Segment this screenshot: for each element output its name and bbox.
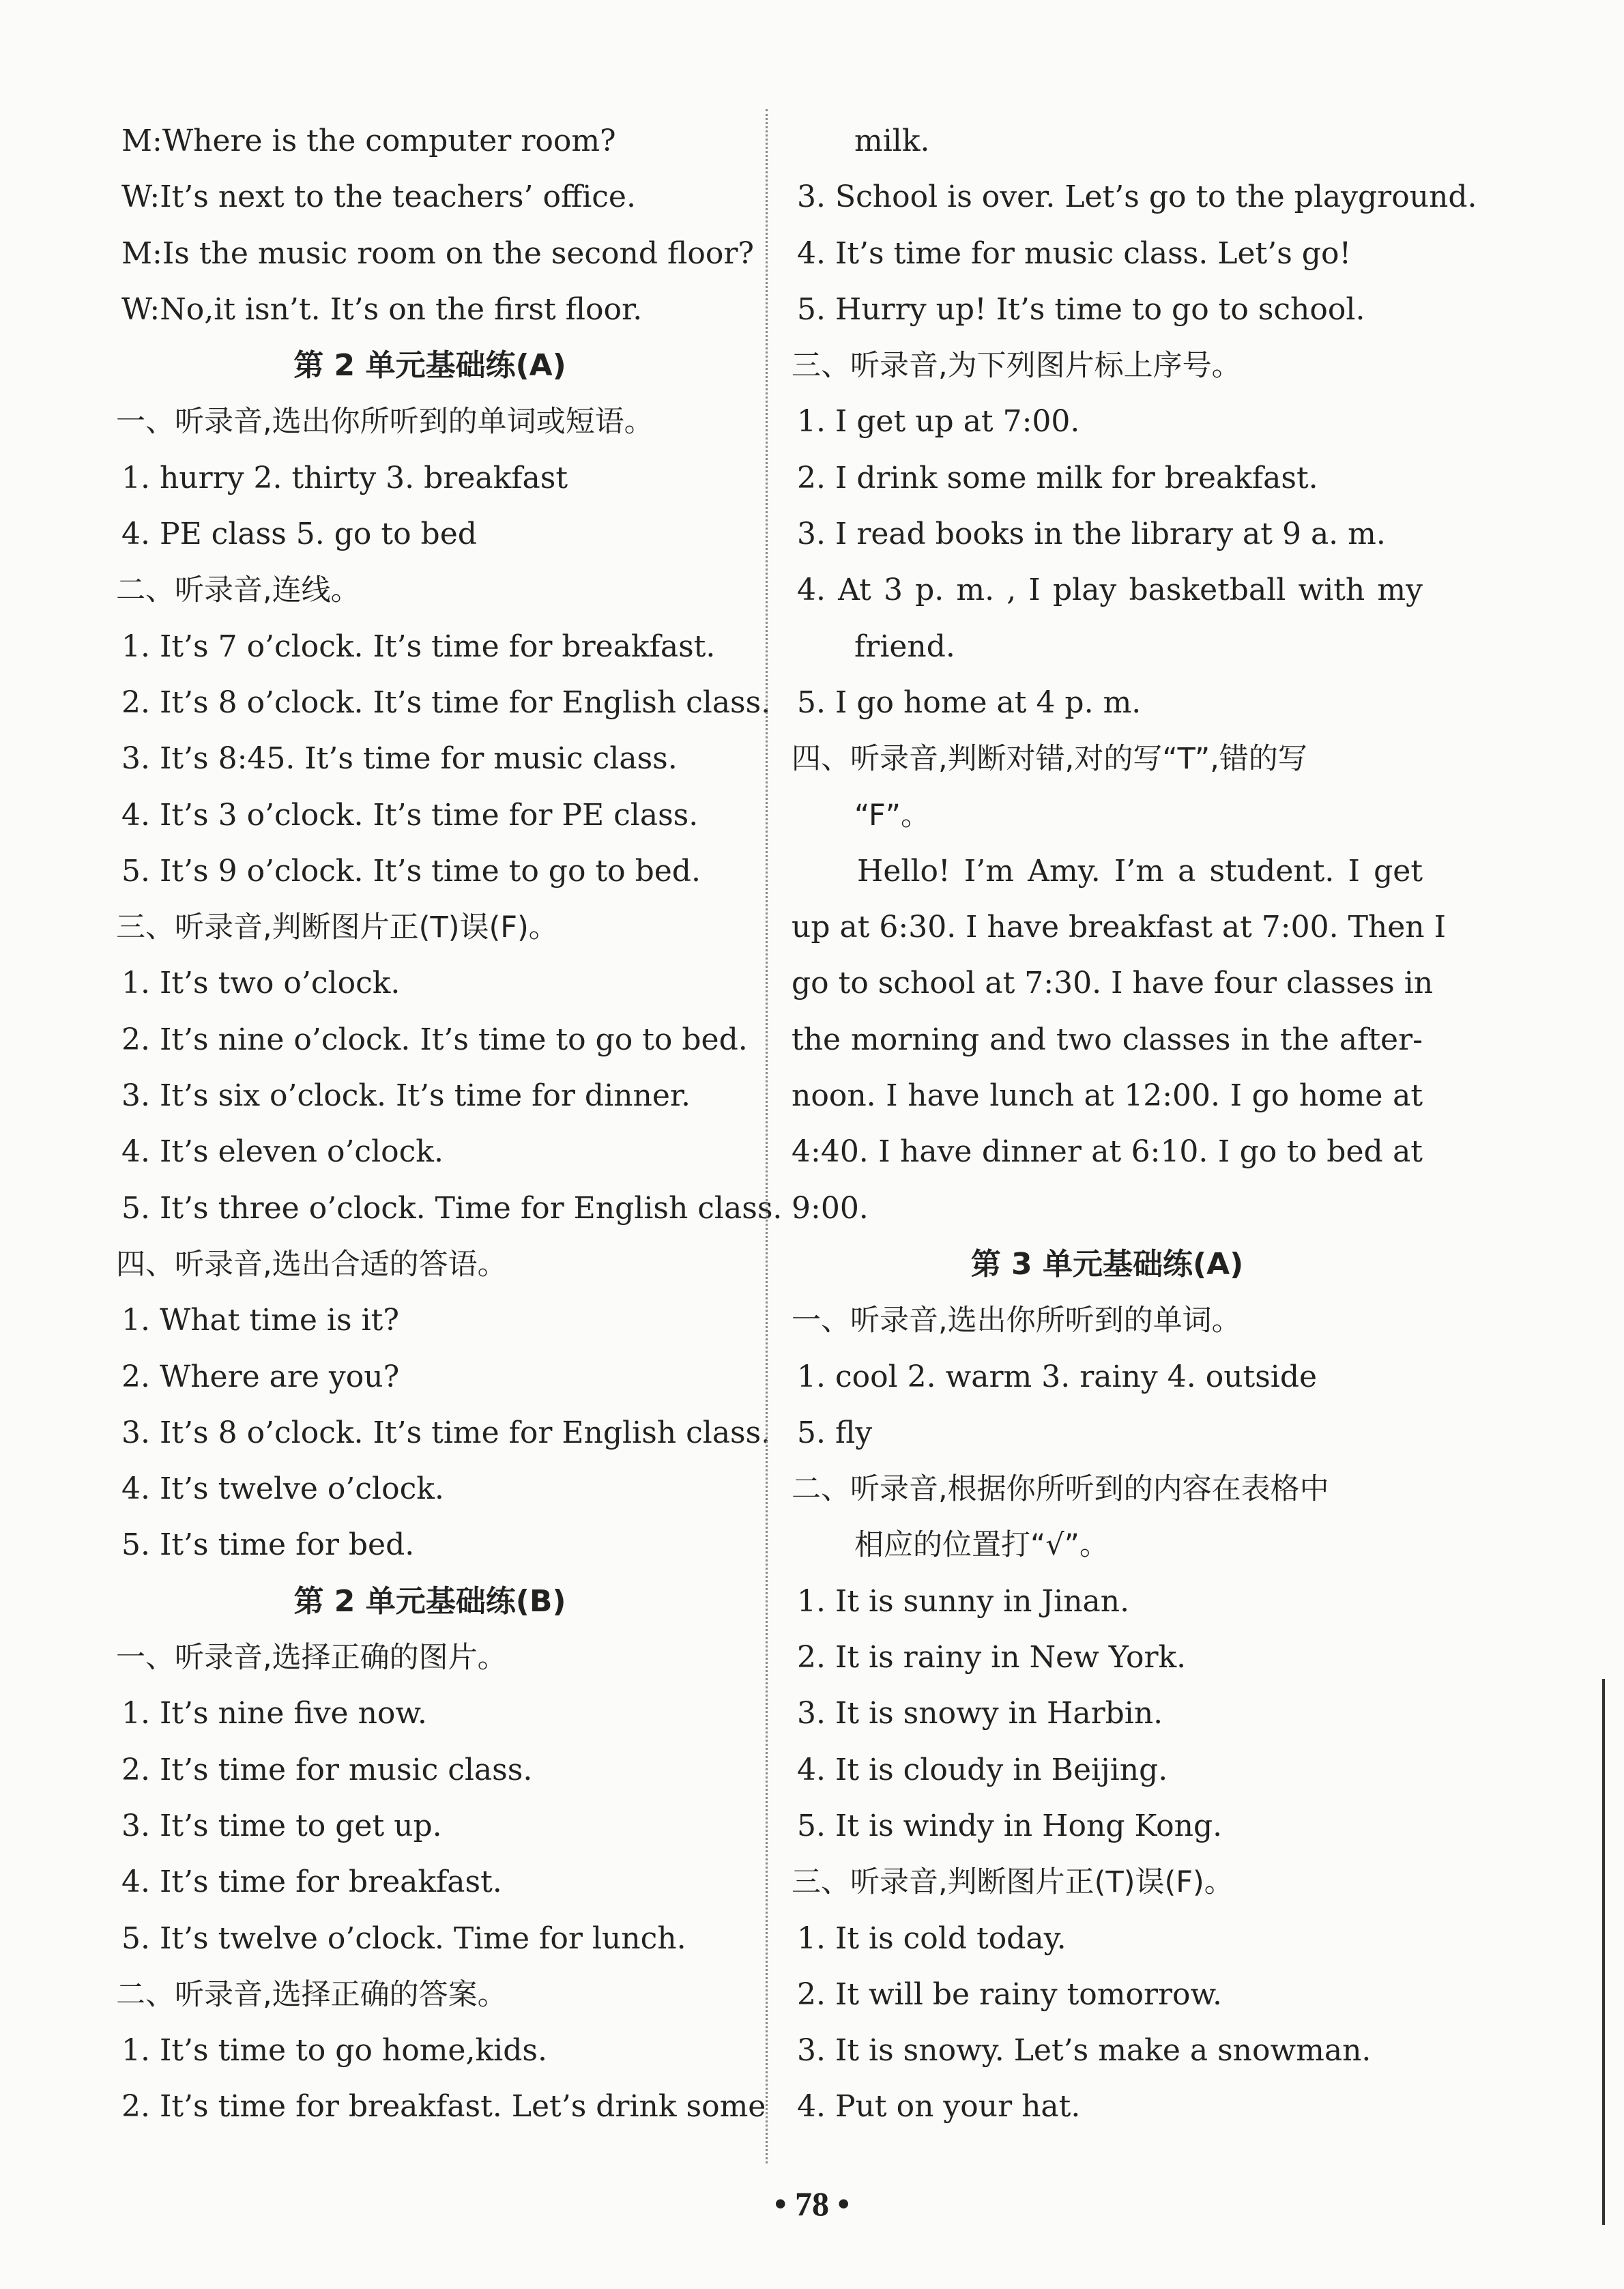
exercise-instruction: 一、听录音,选出你所听到的单词。 <box>792 1304 1241 1338</box>
list-item: 1. It’s two o’clock. <box>121 966 401 1001</box>
list-item: 3. It is snowy. Let’s make a snowman. <box>797 2033 1372 2069</box>
list-item: 5. fly <box>797 1415 873 1450</box>
list-item: 4. It is cloudy in Beijing. <box>797 1752 1168 1787</box>
list-item: 2. I drink some milk for breakfast. <box>797 460 1318 495</box>
section-heading: 第 2 单元基础练(A) <box>293 348 566 384</box>
section-heading: 第 2 单元基础练(B) <box>293 1583 566 1619</box>
list-item: 3. It’s 8 o’clock. It’s time for English class. <box>121 1415 771 1450</box>
exercise-instruction: 三、听录音,判断图片正(T)误(F)。 <box>116 910 558 945</box>
exercise-instruction: 四、听录音,判断对错,对的写“T”,错的写 <box>792 742 1307 777</box>
list-item: 4. It’s eleven o’clock. <box>121 1134 444 1170</box>
list-item: 1. It is cold today. <box>797 1920 1067 1956</box>
list-item: 5. It’s three o’clock. Time for English class. <box>121 1190 783 1226</box>
list-item: 2. It’s time for breakfast. Let’s drink some <box>121 2089 766 2125</box>
list-item: 4. At 3 p. m. , I play basketball with my <box>797 573 1423 608</box>
list-item: 5. It’s twelve o’clock. Time for lunch. <box>121 1920 686 1956</box>
exercise-instruction-cont: “F”。 <box>854 798 930 833</box>
list-item: 4. Put on your hat. <box>797 2089 1081 2125</box>
list-item: 5. I go home at 4 p. m. <box>797 685 1142 720</box>
list-item: W:It’s next to the teachers’ office. <box>121 179 636 215</box>
list-item: 4. It’s time for breakfast. <box>121 1865 502 1900</box>
exercise-instruction: 二、听录音,根据你所听到的内容在表格中 <box>792 1472 1329 1507</box>
list-item: 2. Where are you? <box>121 1359 400 1394</box>
list-item: 5. It’s time for bed. <box>121 1527 415 1563</box>
list-item: 2. It will be rainy tomorrow. <box>797 1976 1222 2012</box>
passage-line: 4:40. I have dinner at 6:10. I go to bed at <box>792 1134 1423 1170</box>
exercise-instruction: 二、听录音,连线。 <box>116 573 360 608</box>
list-item: 5. It is windy in Hong Kong. <box>797 1808 1223 1843</box>
list-item: 4. It’s twelve o’clock. <box>121 1471 444 1507</box>
list-item: 1. What time is it? <box>121 1303 399 1338</box>
list-item: 3. School is over. Let’s go to the playground. <box>797 179 1477 215</box>
passage-line: 9:00. <box>792 1190 869 1226</box>
list-item: M:Where is the computer room? <box>121 124 616 158</box>
list-item: 5. It’s 9 o’clock. It’s time to go to bed. <box>121 853 701 889</box>
passage-line: go to school at 7:30. I have four classes in <box>792 966 1434 1001</box>
column-divider <box>766 109 768 2163</box>
list-item: W:No,it isn’t. It’s on the first floor. <box>121 291 643 327</box>
exercise-instruction: 三、听录音,为下列图片标上序号。 <box>792 349 1241 384</box>
list-item: 3. It’s six o’clock. It’s time for dinner. <box>121 1078 691 1114</box>
left-column <box>116 113 783 2135</box>
passage-line: noon. I have lunch at 12:00. I go home at <box>792 1078 1423 1114</box>
exercise-instruction: 一、听录音,选出你所听到的单词或短语。 <box>116 405 654 440</box>
list-item: 4. It’s 3 o’clock. It’s time for PE class. <box>121 797 699 833</box>
list-item: 3. It’s 8:45. It’s time for music class. <box>121 741 678 777</box>
right-column <box>792 113 1477 2135</box>
list-item: 2. It is rainy in New York. <box>797 1640 1187 1675</box>
list-item: 3. I read books in the library at 9 a. m. <box>797 517 1386 552</box>
section-heading: 第 3 单元基础练(A) <box>970 1246 1244 1282</box>
passage-line: Hello! I’m Amy. I’m a student. I get <box>857 853 1423 889</box>
list-item-cont: milk. <box>854 124 930 158</box>
exercise-instruction: 二、听录音,选择正确的答案。 <box>116 1977 507 2012</box>
exercise-instruction: 三、听录音,判断图片正(T)误(F)。 <box>792 1865 1234 1900</box>
list-item: 1. It’s 7 o’clock. It’s time for breakfast. <box>121 629 716 664</box>
list-item: 4. PE class 5. go to bed <box>121 517 477 552</box>
list-item: 3. It is snowy in Harbin. <box>797 1696 1163 1731</box>
list-item: 1. It is sunny in Jinan. <box>797 1583 1130 1619</box>
list-item: M:Is the music room on the second floor? <box>121 235 754 271</box>
list-item: 1. I get up at 7:00. <box>797 404 1080 440</box>
list-item: 2. It’s 8 o’clock. It’s time for English class. <box>121 685 771 720</box>
exercise-instruction-cont: 相应的位置打“√”。 <box>854 1528 1109 1563</box>
exercise-instruction: 一、听录音,选择正确的图片。 <box>116 1641 507 1675</box>
list-item: 2. It’s nine o’clock. It’s time to go to bed. <box>121 1022 748 1057</box>
list-item: 1. hurry 2. thirty 3. breakfast <box>121 460 568 495</box>
passage-line: the morning and two classes in the after- <box>792 1022 1423 1057</box>
list-item: 1. It’s time to go home,kids. <box>121 2033 547 2069</box>
list-item: 4. It’s time for music class. Let’s go! <box>797 235 1352 271</box>
list-item: 2. It’s time for music class. <box>121 1752 533 1787</box>
list-item-cont: friend. <box>854 629 955 664</box>
list-item: 3. It’s time to get up. <box>121 1808 442 1843</box>
page-number: • 78 • <box>774 2185 850 2223</box>
exercise-instruction: 四、听录音,选出合适的答语。 <box>116 1247 507 1282</box>
passage-line: up at 6:30. I have breakfast at 7:00. Then I <box>792 910 1446 945</box>
list-item: 1. It’s nine five now. <box>121 1696 427 1731</box>
list-item: 5. Hurry up! It’s time to go to school. <box>797 291 1365 327</box>
list-item: 1. cool 2. warm 3. rainy 4. outside <box>797 1359 1318 1394</box>
page-edge-line <box>1602 1679 1605 2225</box>
